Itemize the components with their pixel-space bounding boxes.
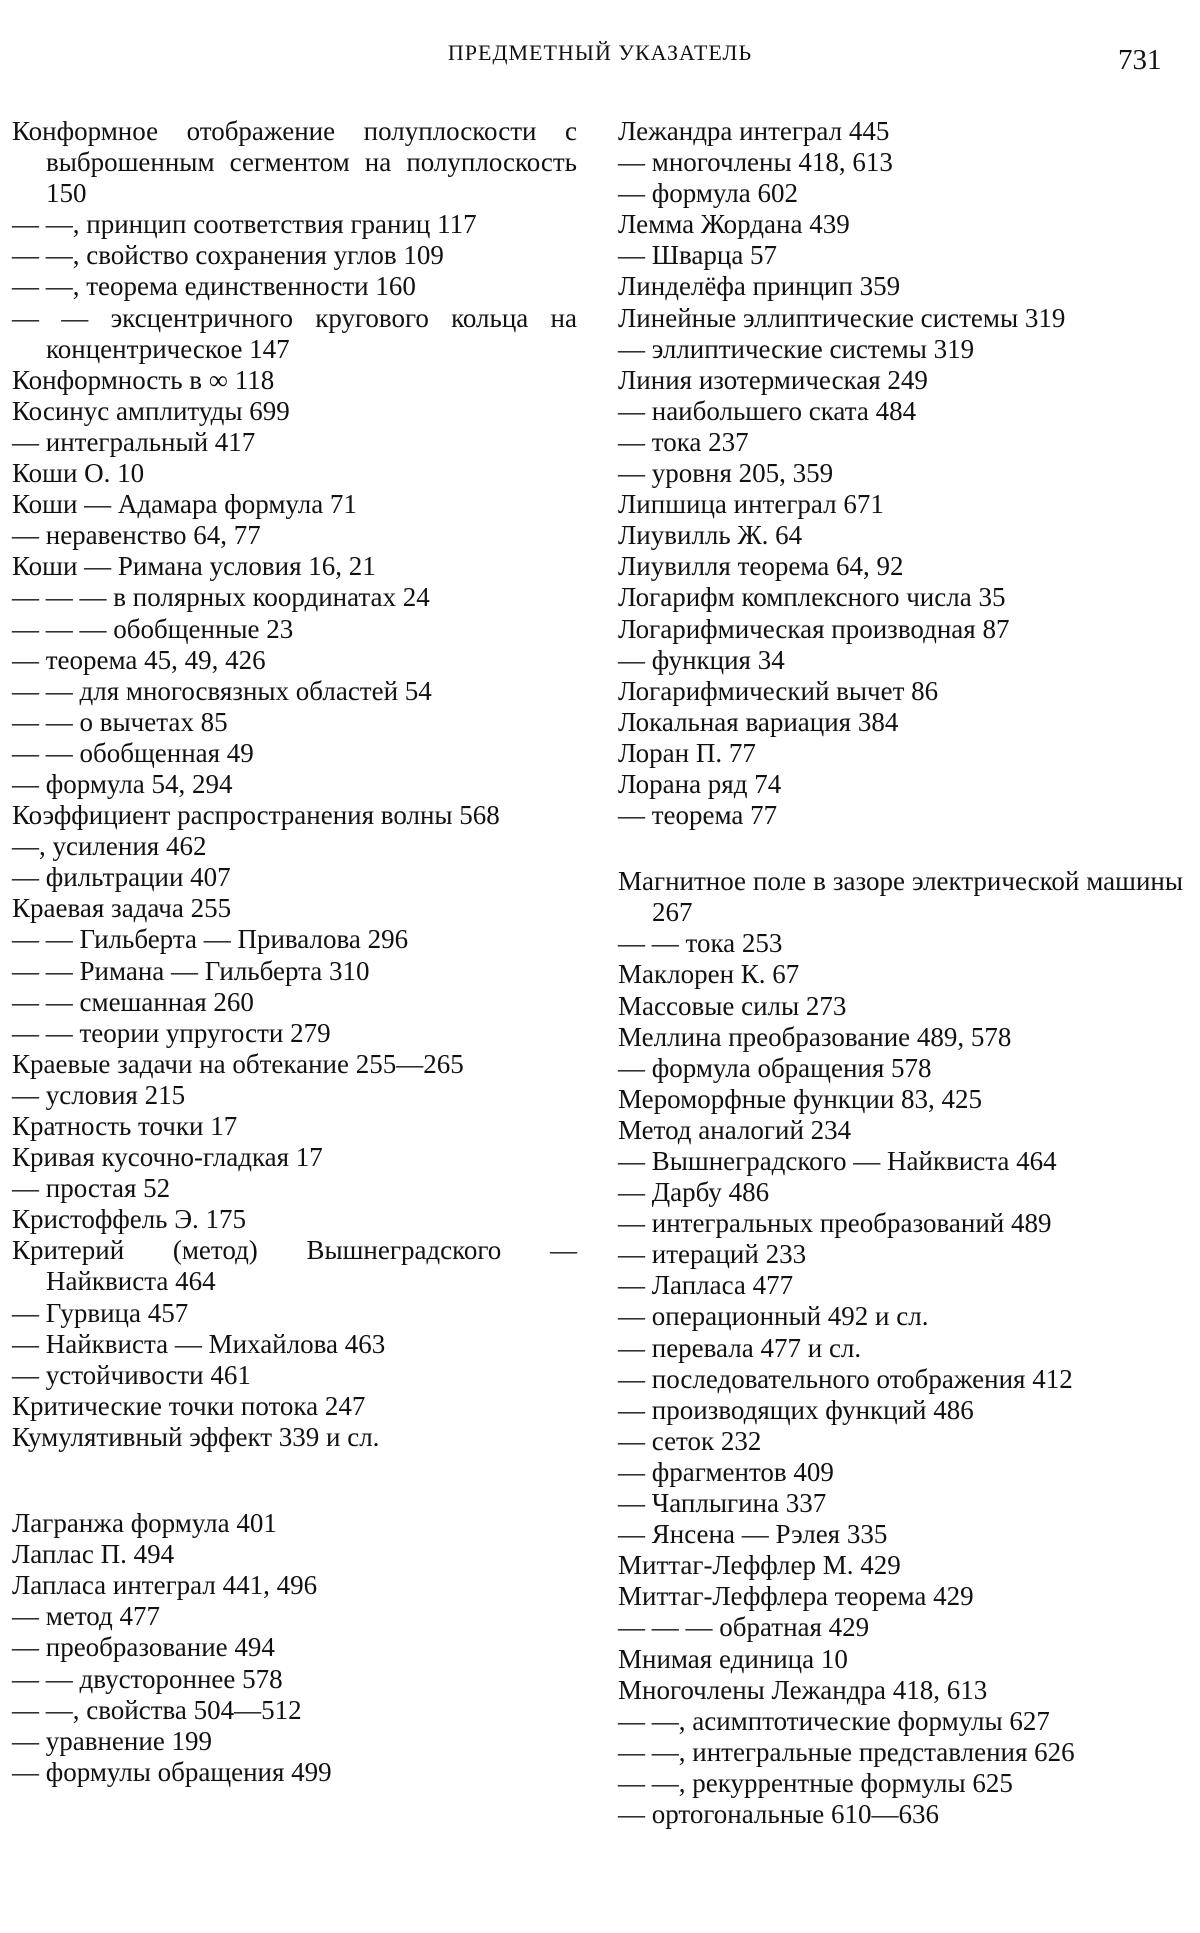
index-entry: — функция 34 bbox=[618, 644, 785, 675]
index-entry: Лемма Жордана 439 bbox=[618, 209, 850, 240]
index-entry: Критические точки потока 247 bbox=[12, 1390, 366, 1421]
index-entry: — интегральный 417 bbox=[12, 426, 256, 457]
index-entry: — — — обобщенные 23 bbox=[12, 613, 294, 644]
index-entry: Линия изотермическая 249 bbox=[618, 364, 928, 395]
index-entry: — —, асимптотические формулы 627 bbox=[618, 1705, 1050, 1736]
index-entry: — условия 215 bbox=[12, 1079, 186, 1110]
index-entry: — — о вычетах 85 bbox=[12, 706, 228, 737]
index-entry: — теорема 45, 49, 426 bbox=[12, 644, 266, 675]
index-entry: — итераций 233 bbox=[618, 1239, 807, 1270]
index-entry: — —, теорема единственности 160 bbox=[12, 271, 416, 302]
index-entry: Коэффициент распространения волны 568 bbox=[12, 800, 500, 831]
index-entry: Метод аналогий 234 bbox=[618, 1114, 852, 1145]
index-entry: — — смешанная 260 bbox=[12, 986, 254, 1017]
index-entry: — — Римана — Гильберта 310 bbox=[12, 955, 370, 986]
index-entry: — фрагментов 409 bbox=[618, 1456, 834, 1487]
index-entry: — Найквиста — Михайлова 463 bbox=[12, 1328, 386, 1359]
index-entry: — устойчивости 461 bbox=[12, 1359, 251, 1390]
index-entry: — многочлены 418, 613 bbox=[618, 147, 893, 178]
index-entry: — ортогональные 610—636 bbox=[618, 1798, 940, 1829]
index-entry: — — эксцентричного кругового кольца на концентрическое 147 bbox=[12, 302, 577, 364]
index-entry: —, усиления 462 bbox=[12, 831, 207, 862]
index-entry: Кумулятивный эффект 339 и сл. bbox=[12, 1421, 380, 1452]
index-entry: Мнимая единица 10 bbox=[618, 1643, 848, 1674]
index-entry: Линейные эллиптические системы 319 bbox=[618, 302, 1066, 333]
index-entry: — метод 477 bbox=[12, 1601, 160, 1632]
index-column-left bbox=[12, 116, 577, 1788]
index-entry: — перевала 477 и сл. bbox=[618, 1332, 862, 1363]
index-entry: Лиувилль Ж. 64 bbox=[618, 520, 803, 551]
index-entry: Логарифм комплексного числа 35 bbox=[618, 582, 1006, 613]
index-entry: Кривая кусочно-гладкая 17 bbox=[12, 1142, 323, 1173]
index-entry: — —, принцип соответствия границ 117 bbox=[12, 209, 477, 240]
index-entry: Мероморфные функции 83, 425 bbox=[618, 1083, 983, 1114]
index-entry: — Шварца 57 bbox=[618, 240, 778, 271]
index-entry: Липшица интеграл 671 bbox=[618, 489, 884, 520]
index-entry: Магнитное поле в зазоре электрической машины 267 bbox=[618, 866, 1183, 928]
index-entry: Многочлены Лежандра 418, 613 bbox=[618, 1674, 988, 1705]
index-entry: — — — обратная 429 bbox=[618, 1612, 870, 1643]
index-entry: — производящих функций 486 bbox=[618, 1394, 974, 1425]
index-entry: Лагранжа формула 401 bbox=[12, 1508, 277, 1539]
index-entry: Коши — Римана условия 16, 21 bbox=[12, 551, 376, 582]
index-entry: Косинус амплитуды 699 bbox=[12, 395, 290, 426]
index-entry: — последовательного отображения 412 bbox=[618, 1363, 1073, 1394]
index-column-right bbox=[618, 116, 1183, 1830]
index-entry: Меллина преобразование 489, 578 bbox=[618, 1021, 1012, 1052]
index-entry: — — теории упругости 279 bbox=[12, 1017, 331, 1048]
index-entry: — —, рекуррентные формулы 625 bbox=[618, 1767, 1013, 1798]
index-entry: Краевая задача 255 bbox=[12, 893, 232, 924]
index-entry: — неравенство 64, 77 bbox=[12, 520, 261, 551]
index-entry: — фильтрации 407 bbox=[12, 862, 231, 893]
index-entry: Лиувилля теорема 64, 92 bbox=[618, 551, 904, 582]
index-entry: — — двустороннее 578 bbox=[12, 1663, 283, 1694]
index-entry: Коши — Адамара формула 71 bbox=[12, 489, 357, 520]
index-entry: — Гурвица 457 bbox=[12, 1297, 189, 1328]
index-entry: Логарифмическая производная 87 bbox=[618, 613, 1010, 644]
index-entry: Лежандра интеграл 445 bbox=[618, 116, 890, 146]
index-entry: Лорана ряд 74 bbox=[618, 768, 782, 799]
index-entry: — Чаплыгина 337 bbox=[618, 1488, 827, 1519]
index-entry: — формула обращения 578 bbox=[618, 1052, 932, 1083]
index-entry: Конформное отображение полуплоскости с выброшенным сегментом на полуплоскость 150 bbox=[12, 116, 577, 209]
index-entry: — Лапласа 477 bbox=[618, 1270, 794, 1301]
index-entry: — формулы обращения 499 bbox=[12, 1756, 332, 1787]
index-entry: Коши О. 10 bbox=[12, 458, 145, 489]
index-entry: Локальная вариация 384 bbox=[618, 706, 899, 737]
index-entry: Кратность точки 17 bbox=[12, 1111, 238, 1141]
index-entry: — —, свойство сохранения углов 109 bbox=[12, 240, 444, 271]
index-entry: — — для многосвязных областей 54 bbox=[12, 675, 432, 706]
index-entry: — операционный 492 и сл. bbox=[618, 1301, 929, 1332]
index-entry: Лоран П. 77 bbox=[618, 737, 756, 768]
index-entry: — уравнение 199 bbox=[12, 1725, 213, 1756]
index-entry: Массовые силы 273 bbox=[618, 990, 847, 1021]
index-entry: Линделёфа принцип 359 bbox=[618, 271, 901, 302]
index-entry: — —, интегральные представления 626 bbox=[618, 1736, 1075, 1767]
index-entry: — — Гильберта — Привалова 296 bbox=[12, 924, 409, 955]
index-entry: — интегральных преобразований 489 bbox=[618, 1208, 1052, 1239]
index-entry: — наибольшего ската 484 bbox=[618, 395, 917, 426]
index-entry: Кристоффель Э. 175 bbox=[12, 1204, 247, 1235]
index-entry: — сеток 232 bbox=[618, 1425, 762, 1456]
index-entry: Критерий (метод) Вышнеградского — Найквиста 464 bbox=[12, 1235, 577, 1297]
index-entry: — Вышнеградского — Найквиста 464 bbox=[618, 1146, 1057, 1176]
index-entry: — Дарбу 486 bbox=[618, 1177, 770, 1208]
index-entry: — —, свойства 504—512 bbox=[12, 1694, 302, 1725]
index-entry: Лаплас П. 494 bbox=[12, 1539, 175, 1570]
index-entry: Лапласа интеграл 441, 496 bbox=[12, 1570, 318, 1601]
index-entry: — преобразование 494 bbox=[12, 1632, 275, 1663]
index-entry: Миттаг-Леффлера теорема 429 bbox=[618, 1581, 974, 1612]
page-number: 731 bbox=[1118, 44, 1162, 76]
index-entry: Миттаг-Леффлер М. 429 bbox=[618, 1550, 901, 1581]
index-entry: Логарифмический вычет 86 bbox=[618, 675, 939, 706]
index-entry: — Янсена — Рэлея 335 bbox=[618, 1519, 888, 1550]
index-entry: — уровня 205, 359 bbox=[618, 458, 834, 489]
running-title: ПРЕДМЕТНЫЙ УКАЗАТЕЛЬ bbox=[447, 40, 753, 65]
index-entry: — эллиптические системы 319 bbox=[618, 333, 975, 364]
index-entry: — формула 54, 294 bbox=[12, 768, 233, 799]
index-entry: — — обобщенная 49 bbox=[12, 737, 254, 768]
index-entry: Маклорен К. 67 bbox=[618, 959, 800, 990]
index-entry: — формула 602 bbox=[618, 178, 798, 209]
index-entry: Краевые задачи на обтекание 255—265 bbox=[12, 1048, 464, 1079]
index-entry: — теорема 77 bbox=[618, 800, 778, 831]
index-entry: — тока 237 bbox=[618, 426, 749, 457]
index-entry: Конформность в ∞ 118 bbox=[12, 364, 275, 395]
index-entry: — — тока 253 bbox=[618, 928, 783, 959]
index-entry: — простая 52 bbox=[12, 1173, 171, 1204]
index-entry: — — — в полярных координатах 24 bbox=[12, 582, 430, 613]
